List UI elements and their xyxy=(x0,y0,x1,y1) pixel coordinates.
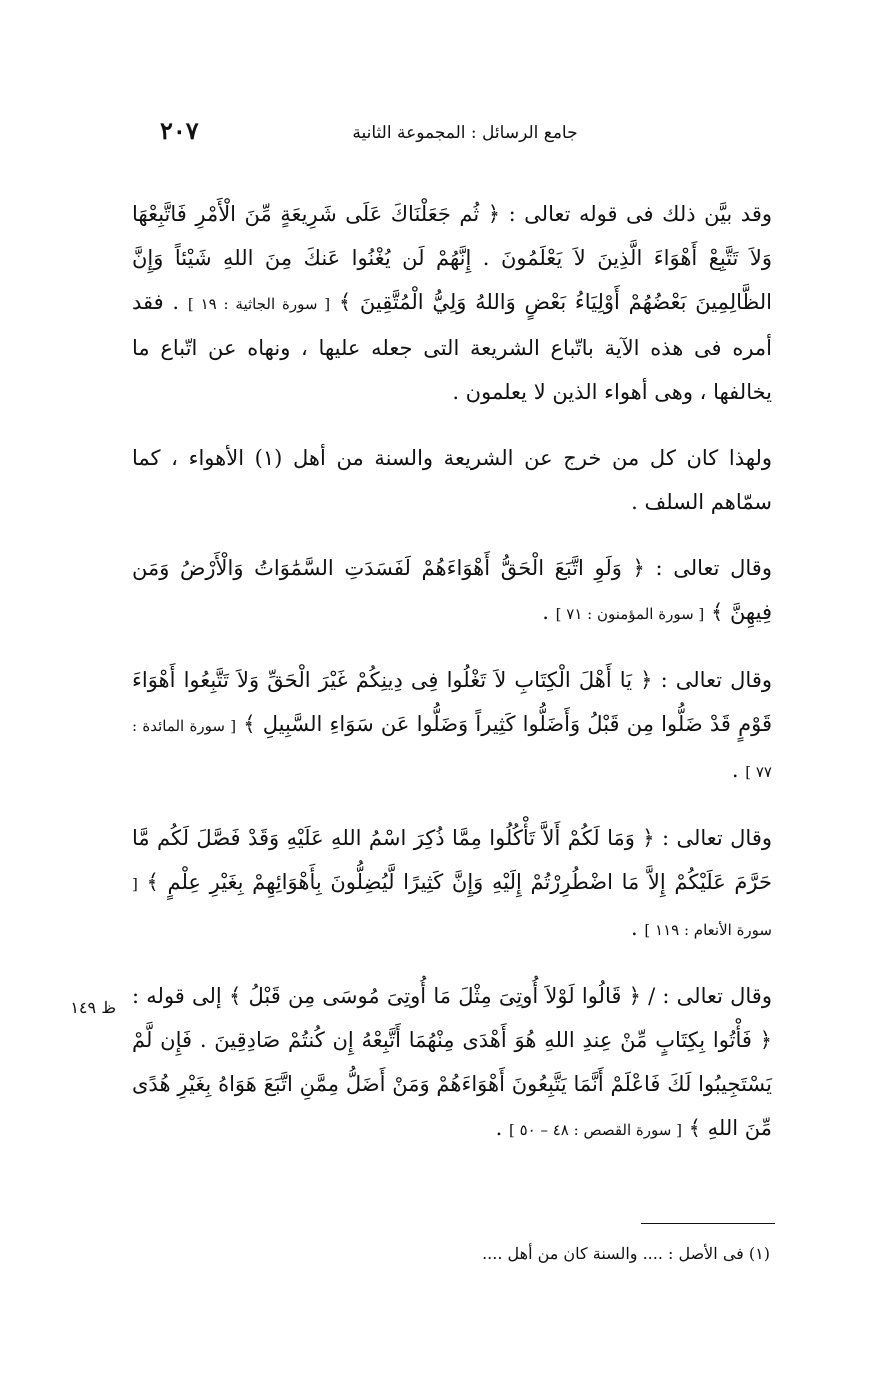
paragraph-4-text: وقال تعالى : ﴿ يَا أَهْلَ الْكِتَابِ لاَ تَغْلُوا فِى دِينِكُمْ غَيْرَ الْحَقِّ وَلاَ تَتَّبِعُوا أَهْوَاءَ قَوْمٍ قَدْ ضَلُّوا مِن قَبْلُ وَأَضَلُّوا كَثِيراً وَضَلُّوا عَن سَوَاءِ السَّبِيلِ ﴾ xyxy=(132,668,772,736)
paragraph-1-surah-reference: [ سورة الجاثية : ١٩ ] xyxy=(187,295,331,313)
body-text xyxy=(132,192,772,1174)
footnote: (١) فى الأصل : .... والسنة كان من أهل .... xyxy=(482,1244,770,1263)
paragraph-3-end: . xyxy=(542,600,549,624)
paragraph-3 xyxy=(132,546,772,636)
paragraph-4-end: . xyxy=(731,758,739,782)
paragraph-4 xyxy=(132,658,772,794)
manuscript-folio-marker: ظ ١٤٩ xyxy=(70,998,116,1017)
paragraph-1 xyxy=(132,192,772,414)
paragraph-4-surah-reference: [ سورة المائدة : ٧٧ ] xyxy=(132,717,772,781)
paragraph-2 xyxy=(132,436,772,524)
paragraph-6 xyxy=(132,974,772,1152)
paragraph-1-continuation: . فقد أمره فى هذه الآية باتّباع الشريعة التى جعله عليها ، ونهاه عن اتّباع ما يخالفها ، وهى أهواء الذين لا يعلمون . xyxy=(132,290,772,404)
paragraph-5-surah-reference: [ سورة الأنعام : ١١٩ ] xyxy=(132,875,772,939)
footnote-divider xyxy=(641,1223,775,1224)
paragraph-3-surah-reference: [ سورة المؤمنون : ٧١ ] xyxy=(555,605,705,623)
paragraph-6-text: وقال تعالى : / ﴿ قَالُوا لَوْلاَ أُوتِىَ مِثْلَ مَا أُوتِىَ مُوسَى مِن قَبْلُ ﴾ إلى قوله : ﴿ فَأْتُوا بِكِتَابٍ مِّنْ عِندِ اللهِ هُوَ أَهْدَى مِنْهُمَا أَتَّبِعْهُ إِن كُنتُمْ صَادِقِينَ . فَإِن لَّمْ يَسْتَجِيبُوا لَكَ فَاعْلَمْ أَنَّمَا يَتَّبِعُونَ أَهْوَاءَهُمْ وَمَنْ أَضَلُّ مِمَّنِ اتَّبَعَ هَوَاهُ بِغَيْرِ هُدًى مِّنَ اللهِ ﴾ xyxy=(132,984,772,1140)
page-number: ٢٠٧ xyxy=(160,116,199,145)
paragraph-3-text: وقال تعالى : ﴿ وَلَوِ اتَّبَعَ الْحَقُّ أَهْوَاءَهُمْ لَفَسَدَتِ السَّمَٰوَاتُ وَالْأَرْضُ وَمَن فِيهِنَّ ﴾ xyxy=(132,556,772,624)
paragraph-5-text: وقال تعالى : ﴿ وَمَا لَكُمْ أَلاَّ تَأْكُلُوا مِمَّا ذُكِرَ اسْمُ اللهِ عَلَيْهِ وَقَدْ فَصَّلَ لَكُم مَّا حَرَّمَ عَلَيْكُمْ إِلاَّ مَا اضْطُرِرْتُمْ إِلَيْهِ وَإِنَّ كَثِيرًا لَّيُضِلُّونَ بِأَهْوَائِهِمْ بِغَيْرِ عِلْمٍ ﴾ xyxy=(132,826,772,894)
paragraph-5 xyxy=(132,816,772,952)
paragraph-2-text: ولهذا كان كل من خرج عن الشريعة والسنة من أهل (١) الأهواء ، كما سمّاهم السلف . xyxy=(132,446,773,514)
paragraph-5-end: . xyxy=(631,916,638,940)
paragraph-6-surah-reference: [ سورة القصص : ٤٨ – ٥٠ ] xyxy=(508,1121,682,1139)
running-header-title: جامع الرسائل : المجموعة الثانية xyxy=(352,123,578,143)
paragraph-1-text: وقد بيَّن ذلك فى قوله تعالى : ﴿ ثُم جَعَلْنَاكَ عَلَى شَرِيعَةٍ مِّنَ الْأَمْرِ فَاتَّبِعْهَا وَلاَ تَتَّبِعْ أَهْوَاءَ الَّذِينَ لاَ يَعْلَمُونَ . إِنَّهُمْ لَن يُغْنُوا عَنكَ مِنَ اللهِ شَيْئاً وَإِنَّ الظَّالِمِينَ بَعْضُهُمْ أَوْلِيَاءُ بَعْضٍ وَاللهُ وَلِيُّ الْمُتَّقِينَ ﴾ xyxy=(132,202,772,314)
paragraph-6-end: . xyxy=(495,1116,503,1140)
